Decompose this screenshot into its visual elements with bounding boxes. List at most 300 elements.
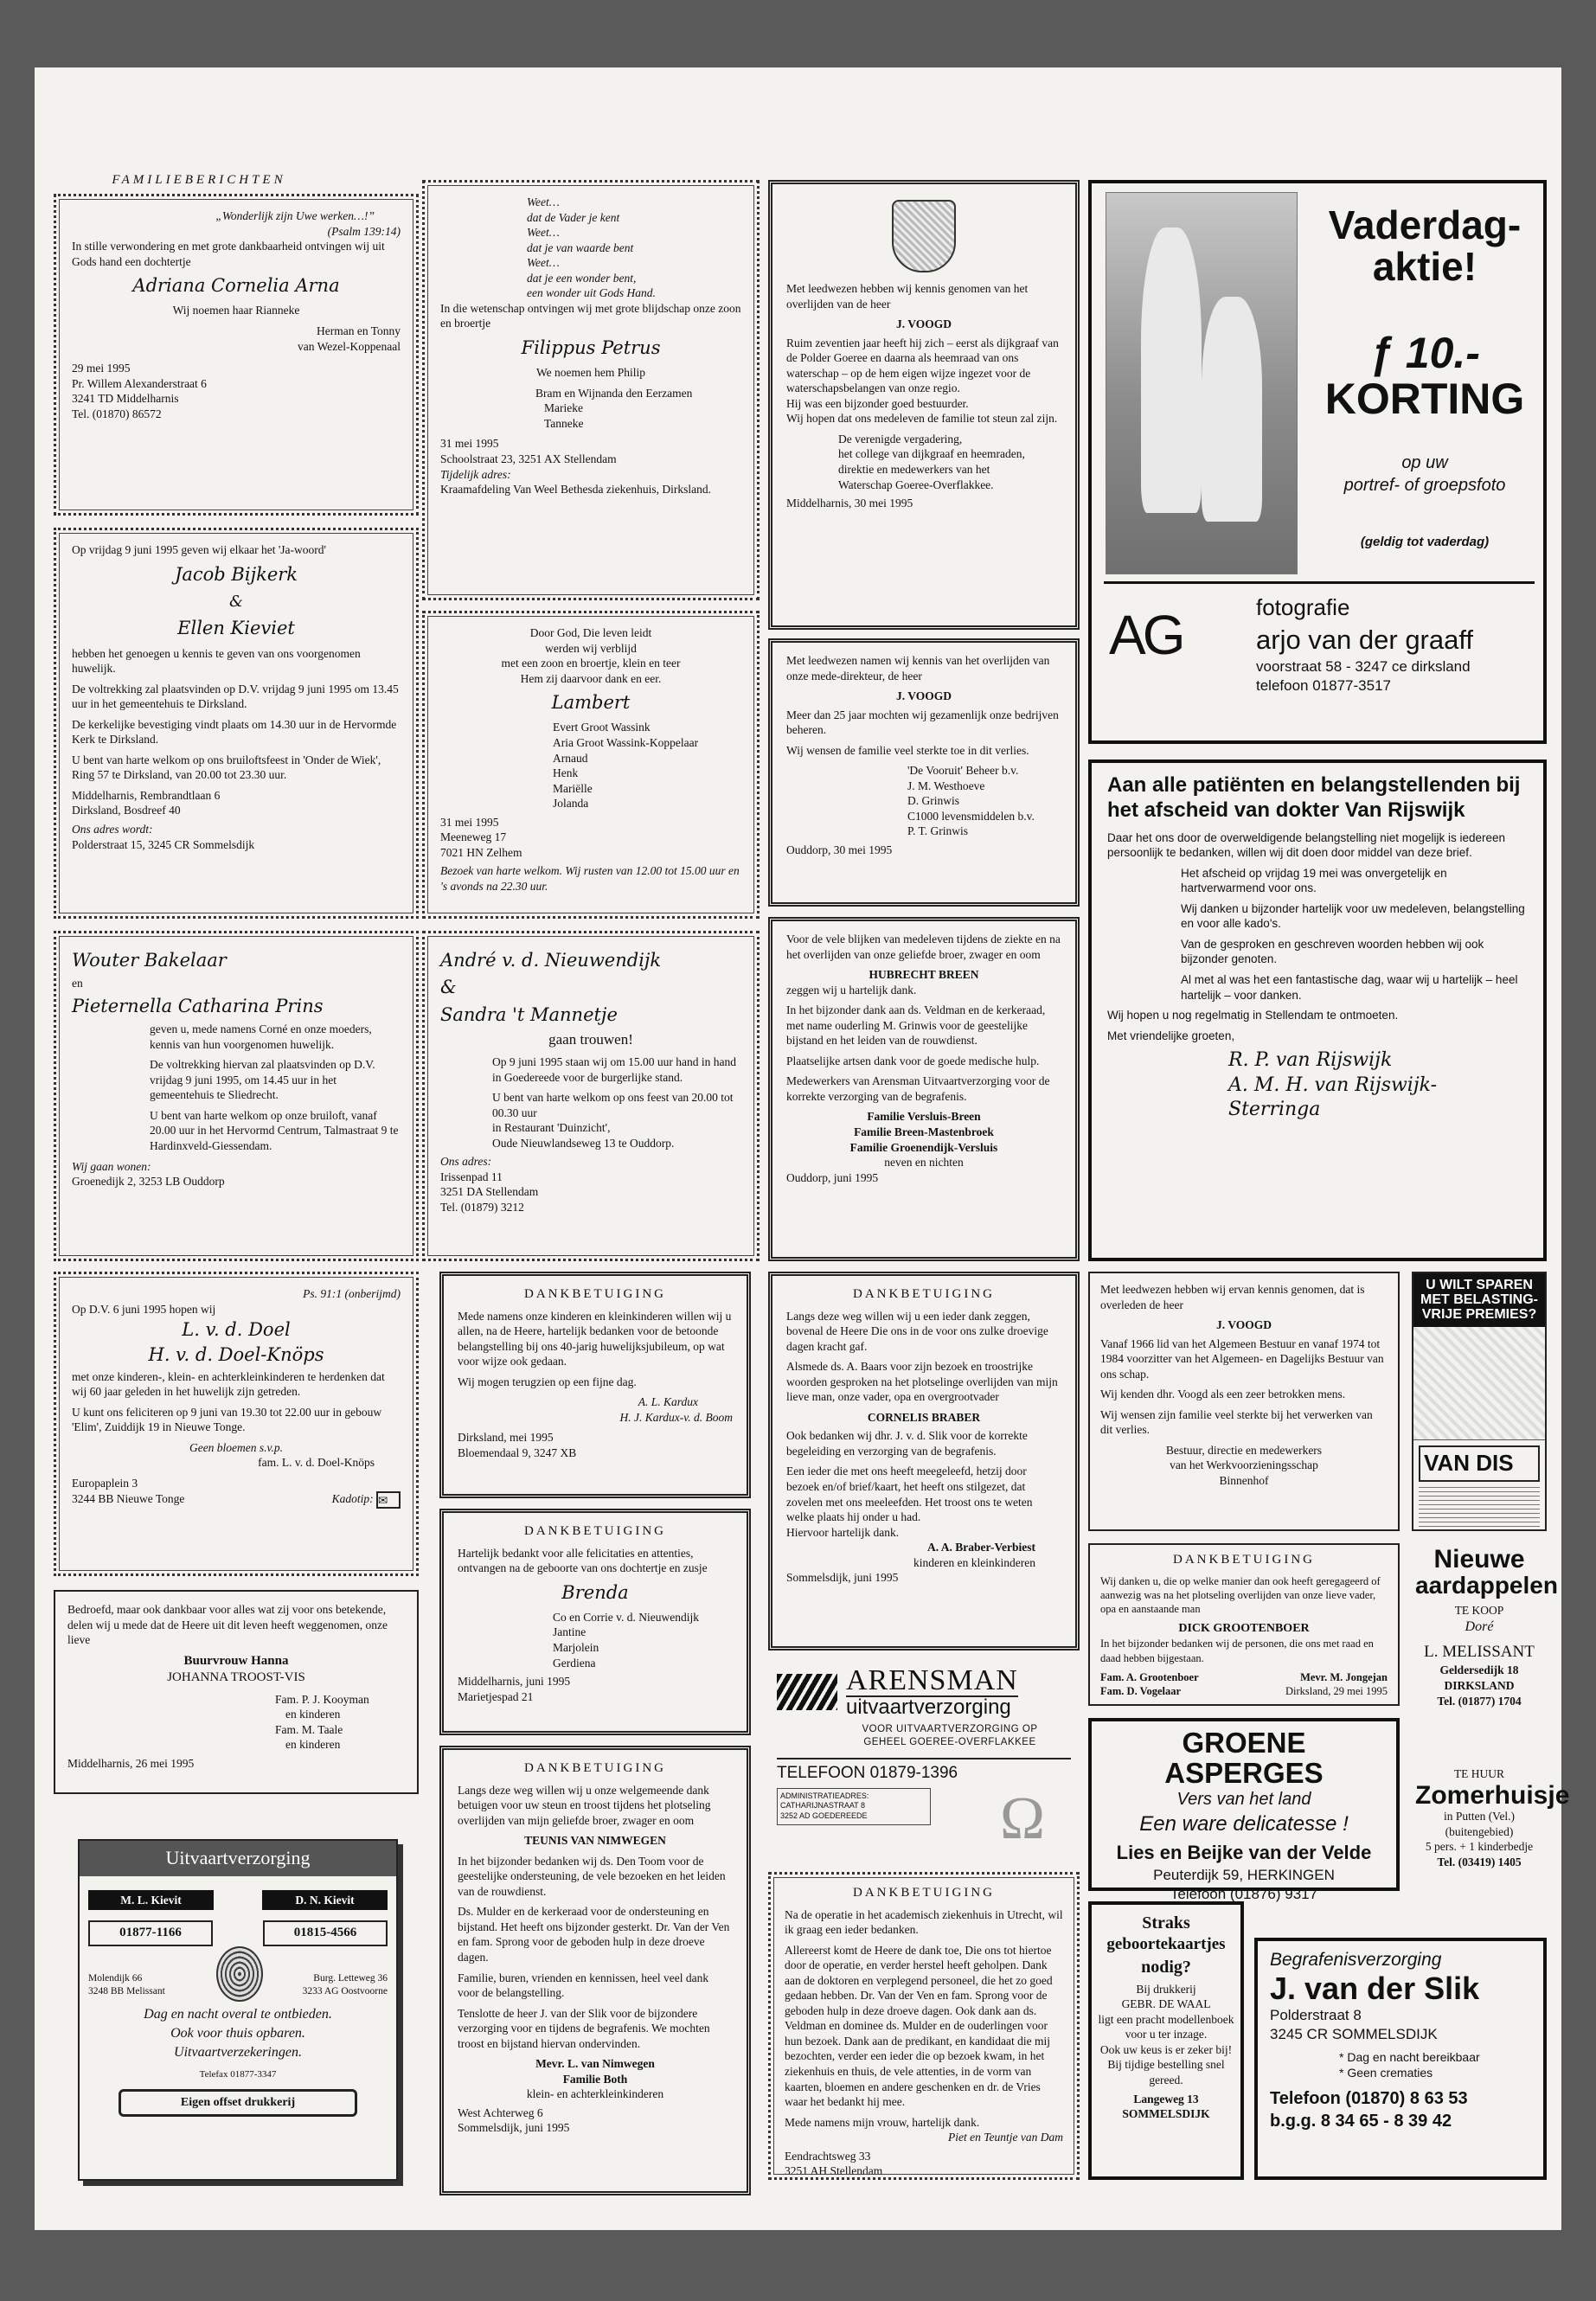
text-line: hebben het genoegen u kennis te geven van ons voorgenomen huwelijk. — [72, 646, 361, 676]
text-line: Oude Nieuwlandseweg 13 te Ouddorp. — [492, 1136, 675, 1150]
intro-line: met een zoon en broertje, klein en teer — [501, 657, 681, 670]
newspaper-page — [35, 67, 1570, 2230]
ad-groene-asperges — [1088, 1718, 1400, 1903]
place-date: Ouddorp, juni 1995 — [786, 1170, 879, 1184]
sig-line: Familie Breen-Mastenbroek — [854, 1125, 994, 1139]
brand-name: arjo van der graaff — [1256, 624, 1474, 655]
text-line: U kunt ons feliciteren op 9 juni van 19.30 tot 22.00 uur in gebouw 'Elim', Zuiddijk 19 in Nieuwe Tonge. — [72, 1405, 382, 1434]
headline-line: nodig? — [1141, 1957, 1191, 1977]
text: Hartelijk bedankt voor alle felicitaties en attenties, ontvangen na de geboorte van ons dochtertje en zusje — [458, 1546, 708, 1575]
addr-line: 3241 TD Middelharnis — [72, 392, 179, 406]
anniversary-notice-doel — [54, 1272, 419, 1576]
sig-line: Waterschap Goeree-Overflakkee. — [838, 478, 994, 491]
sig-line: H. J. Kardux-v. d. Boom — [619, 1410, 733, 1424]
sig-line: Mevr. M. Jongejan — [1300, 1670, 1388, 1683]
alt-phone: b.g.g. 8 34 65 - 8 39 42 — [1270, 2112, 1452, 2131]
sig-line: direktie en medewerkers van het — [838, 463, 990, 477]
for-sale: TE KOOP — [1454, 1604, 1504, 1618]
text: Het afscheid op vrijdag 19 mei was onvergetelijk en hartverwarmend voor ons. — [1181, 866, 1447, 895]
sig-line: en kinderen — [285, 1738, 341, 1752]
brand-name: J. van der Slik — [1270, 1971, 1480, 2007]
text: Hiervoor hartelijk dank. — [786, 1525, 900, 1539]
parent-line: Jolanda — [553, 797, 589, 811]
psalm-ref: (Psalm 139:14) — [327, 224, 401, 238]
text: Mede namens mijn vrouw, hartelijk dank. — [785, 2115, 980, 2129]
bullet: * Geen crematies — [1339, 2066, 1433, 2080]
signature: R. P. van Rijswijk — [1228, 1049, 1393, 1072]
parents — [72, 324, 401, 354]
text: Wij kenden dhr. Voogd als een zeer betrokken mens. — [1100, 1388, 1346, 1401]
text-line: met onze kinderen-, klein- en achterkleinkinderen te herdenken dat wij 60 jaar geleden in het huwelijk zijn getreden. — [72, 1369, 385, 1399]
addr-line: Pr. Willem Alexanderstraat 6 — [72, 376, 207, 390]
parent-line: Arnaud — [553, 751, 588, 765]
deceased-name: J. VOOGD — [896, 317, 952, 331]
sig-line: Jantine — [553, 1625, 586, 1639]
city: SOMMELSDIJK — [1122, 2107, 1210, 2121]
text: Wij hopen u nog regelmatig in Stellendam te ontmoeten. — [1107, 1009, 1399, 1022]
tagline: GEHEEL GOEREE-OVERFLAKKEE — [863, 1736, 1036, 1747]
addr-line: CATHARIJNASTRAAT 8 — [780, 1801, 866, 1811]
sig-line: kinderen en kleinkinderen — [913, 1555, 1035, 1569]
text: Plaatselijke artsen dank voor de goede medische hulp. — [786, 1054, 1040, 1067]
thanks-van-nimwegen — [439, 1746, 751, 2195]
discount-label: KORTING — [1324, 374, 1525, 423]
sig-line: Bestuur, directie en medewerkers — [1165, 1443, 1323, 1457]
text: Wij mogen terugzien op een fijne dag. — [458, 1375, 637, 1388]
sig-line: van het Werkvoorzieningsschap — [1170, 1458, 1318, 1472]
addr-line: 31 mei 1995 — [440, 815, 499, 829]
text-line: (buitengebied) — [1445, 1824, 1514, 1838]
temp-addr-label: Tijdelijk adres: — [440, 467, 511, 481]
addr-line: Molendijk 66 — [88, 1972, 143, 1984]
slogan-line: Uitvaartverzekeringen. — [174, 2045, 302, 2061]
addr-line: 3233 AG Oostvoorne — [302, 1985, 388, 1997]
ad-title: DANKBETUIGING — [524, 1287, 666, 1301]
sig-line: Fam. M. Taale — [275, 1722, 343, 1736]
kado-label: Kadotip: — [331, 1491, 374, 1505]
text: Met vriendelijke groeten, — [1107, 1029, 1235, 1042]
text: Tenslotte de heer J. van der Slik voor de bijzondere verzorging voor en tijdens de begrafenis. We mochten troost en bijstand hiervan ondervinden. — [458, 2006, 710, 2050]
address: Polderstraat 8 — [1270, 2006, 1362, 2023]
text: Ruim zeventien jaar heeft hij zich – eerst als dijkgraaf van de Polder Goeree en daarna als heemraad van ons waterschap – op de hem eigen wijze ingezet voor de waterschapsbelangen van onze regio. — [786, 336, 1059, 395]
deceased-name: DICK GROOTENBOER — [1178, 1622, 1310, 1636]
deceased-name: HUBRECHT BREEN — [869, 968, 979, 982]
addr-line: 7021 HN Zelhem — [440, 845, 522, 859]
place-date: Middelharnis, 26 mei 1995 — [67, 1756, 195, 1770]
sig-line: 'De Vooruit' Beheer b.v. — [907, 764, 1019, 778]
child-figure — [1202, 297, 1262, 522]
child-name: Lambert — [551, 692, 631, 714]
intro-line: Hem zij daarvoor dank en eer. — [520, 671, 662, 685]
sig-line: Binnenhof — [1219, 1474, 1269, 1488]
bride-name: Pieternella Catharina Prins — [72, 995, 324, 1016]
full-name: JOHANNA TROOST-VIS — [167, 1670, 305, 1685]
ad-zomerhuisje — [1412, 1763, 1570, 1927]
deceased-name: TEUNIS VAN NIMWEGEN — [524, 1834, 666, 1848]
ad-title: DANKBETUIGING — [1173, 1553, 1315, 1567]
kado-tip — [332, 1491, 401, 1509]
birth-notice-lambert — [422, 611, 760, 919]
address — [72, 361, 401, 421]
text: Wij wensen de familie veel sterkte toe in dit verlies. — [786, 743, 1029, 757]
validity-note: (geldig tot vaderdag) — [1360, 535, 1490, 549]
emblem-icon — [216, 1946, 263, 2002]
family: fam. L. v. d. Doel-Knöps — [258, 1456, 375, 1470]
text: Met leedwezen hebben wij kennis genomen van het overlijden van de heer — [786, 282, 1029, 311]
shop-name: Lies en Beijke van der Velde — [1116, 1842, 1372, 1864]
text: Medewerkers van Arensman Uitvaartverzorging voor de korrekte verzorging van de begrafenis. — [786, 1074, 1050, 1103]
sig-line: D. Grinwis — [907, 794, 959, 808]
slogan-line: Ook voor thuis opbaren. — [170, 2025, 305, 2041]
bride-name: Sandra 't Mannetje — [440, 1003, 618, 1025]
poem-line: dat je een wonder bent, — [527, 271, 637, 285]
future-address-label: Ons adres: — [440, 1155, 492, 1169]
intro-line: Door God, Die leven leidt — [529, 626, 652, 639]
text-line: De kerkelijke bevestiging vindt plaats om 14.30 uur in de Hervormde Kerk te Dirksland. — [72, 717, 397, 747]
slogan-line: Dag en nacht overal te ontbieden. — [144, 2006, 332, 2022]
call-name: We noemen hem Philip — [535, 366, 645, 380]
obituary-voogd-binnenhof — [1088, 1272, 1400, 1531]
ampersand: & — [440, 977, 457, 998]
text: Wij danken u, die op welke manier dan ook heeft geregageerd of aanwezig was na het plotseling overlijden van onze lieve vader, opa en aanstaande man — [1100, 1574, 1381, 1615]
ad-title: Zomerhuisje — [1415, 1780, 1570, 1810]
signature: A. M. H. van Rijswijk-Sterringa — [1228, 1074, 1438, 1121]
call-name: Wij noemen haar Rianneke — [172, 304, 300, 317]
crest-icon — [892, 200, 956, 272]
seller-name: L. MELISSANT — [1424, 1642, 1535, 1661]
phone: Telefoon (01870) 8 63 53 — [1270, 2089, 1468, 2109]
sig-line: Gerdiena — [553, 1656, 596, 1670]
child-name: Brenda — [561, 1581, 629, 1603]
sig-line: De verenigde vergadering, — [838, 432, 963, 445]
text: Een ieder die met ons heeft meegeleefd, hetzij door bezoek en/of brief/kaart, het heeft ons stilgezet, dat zovelen met ons meeleefden. Het troost ons te weten welke plaats hij onder u had. — [786, 1465, 1033, 1524]
text-line: Middelharnis, Rembrandtlaan 6 — [72, 788, 221, 802]
sig-line: en kinderen — [285, 1708, 341, 1721]
wedding-notice-nieuwendijk — [422, 931, 760, 1261]
parent-line: Tanneke — [544, 416, 584, 430]
omega-icon: Ω — [999, 1785, 1045, 1852]
ad-kievit-funeral — [78, 1839, 398, 2181]
psalm-quote: „Wonderlijk zijn Uwe werken…!” — [215, 209, 375, 222]
text: Met leedwezen hebben wij ervan kennis genomen, dat is overleden de heer — [1100, 1283, 1365, 1311]
phone: telefoon 01877-3517 — [1256, 677, 1391, 695]
thanks-grootenboer — [1088, 1543, 1400, 1706]
sig-line: klein- en achterkleinkinderen — [526, 2087, 664, 2101]
headline-line: geboortekaartjes — [1106, 1935, 1226, 1953]
name-box: M. L. Kievit — [88, 1890, 214, 1911]
text: zeggen wij u hartelijk dank. — [786, 983, 917, 997]
brand-line: fotografie — [1256, 594, 1350, 620]
deceased-name: J. VOOGD — [1216, 1318, 1272, 1332]
phone: Tel. (01877) 1704 — [1437, 1694, 1522, 1708]
headline-line: aktie! — [1372, 244, 1477, 290]
addr-line: Tel. (01870) 86572 — [72, 407, 162, 420]
text: In het bijzonder bedanken wij ds. Den Toom voor de geestelijke ondersteuning, de vele bezoeken en het leiden van de rouwdienst. — [458, 1854, 726, 1898]
name: Buurvrouw Hanna — [183, 1653, 289, 1668]
sig-line: Mevr. L. van Nimwegen — [535, 2057, 655, 2071]
ad-title: DANKBETUIGING — [853, 1886, 995, 1900]
obituary-voogd-waterschap — [768, 180, 1080, 630]
phone: TELEFOON 01879-1396 — [777, 1758, 1071, 1785]
ad-title: DANKBETUIGING — [853, 1287, 995, 1301]
text: Bedroefd, maar ook dankbaar voor alles wat zij voor ons betekende, delen wij u mede dat de Heere uit dit leven heeft weggenomen, onze lieve — [67, 1603, 388, 1647]
parent-line: Evert Groot Wassink — [553, 721, 651, 734]
text: Van de gesproken en geschreven woorden hebben wij ook bijzonder genoten. — [1181, 937, 1484, 966]
name-box: D. N. Kievit — [262, 1890, 388, 1911]
intro: Op vrijdag 9 juni 1995 geven wij elkaar het 'Ja-woord' — [72, 543, 326, 556]
sig-line: Fam. A. Grootenboer — [1100, 1670, 1199, 1683]
notice-text: In stille verwondering en met grote dankbaarheid ontvingen wij uit Gods hand een dochtertje — [72, 240, 385, 268]
text: Langs deze weg willen wij u onze welgemeende dank betuigen voor uw steun en troost tijdens het plotseling overlijden van mijn geliefde broer, zwager en oom — [458, 1783, 711, 1827]
headline-line: Straks — [1142, 1913, 1190, 1932]
obituary-troost-vis — [54, 1590, 419, 1794]
text-line: U bent van harte welkom op ons feest van 20.00 tot 00.30 uur — [492, 1091, 734, 1119]
text: Mede namens onze kinderen en kleinkinderen willen wij u allen, na de Heere, hartelijk bedanken voor de betoonde belangstelling bij ons 40-jarig huwelijksjubileum, op wat voor wijze ook gedaan. — [458, 1309, 732, 1368]
variety: Doré — [1465, 1618, 1494, 1634]
text: Na de operatie in het academisch ziekenhuis in Utrecht, wil ik graag een ieder bedanken. — [785, 1907, 1063, 1937]
cartoon-image — [1413, 1327, 1545, 1440]
thanks-kardux — [439, 1272, 751, 1498]
brand-name: ARENSMAN — [846, 1664, 1018, 1696]
text: Ook bedanken wij dhr. J. v. d. Slik voor de korrekte begeleiding en verzorging van de begrafenis. — [786, 1429, 1028, 1458]
addr-line: 29 mei 1995 — [72, 362, 131, 375]
text-line: Bij drukkerij — [1136, 1982, 1196, 1996]
addr-line: Meeneweg 17 — [440, 830, 507, 844]
poem-line: Weet… — [527, 256, 560, 270]
text-line: ligt een pracht modellenboek voor u ter inzage. — [1098, 2012, 1234, 2041]
temp-addr: Kraamafdeling Van Weel Bethesda ziekenhuis, Dirksland. — [440, 483, 711, 497]
brand-name: VAN DIS — [1419, 1445, 1540, 1482]
ad-title: DANKBETUIGING — [524, 1761, 666, 1775]
birth-notice-adriana — [54, 194, 419, 516]
sig-line: A. A. Braber-Verbiest — [927, 1541, 1035, 1554]
addr-line: 31 mei 1995 — [440, 437, 499, 451]
text-line: geven u, mede namens Corné en onze moeders, kennis van hun voorgenomen huwelijk. — [150, 1022, 372, 1051]
addr-line: West Achterweg 6 — [458, 2106, 543, 2119]
city: DIRKSLAND — [1444, 1678, 1515, 1692]
addr-line: Eendrachtsweg 33 — [785, 2149, 871, 2163]
parent-line: Marieke — [544, 401, 583, 415]
addr-line: Schoolstraat 23, 3251 AX Stellendam — [440, 452, 617, 465]
psalm-ref: Ps. 91:1 (onberijmd) — [303, 1287, 401, 1300]
parent-line: Herman en Tonny — [316, 324, 401, 338]
place-date: Sommelsdijk, juni 1995 — [786, 1571, 899, 1585]
husband-name: L. v. d. Doel — [182, 1319, 291, 1341]
poem-line: een wonder uit Gods Hand. — [527, 286, 656, 300]
fax: Telefax 01877-3347 — [199, 2068, 277, 2080]
future-address-label: Ons adres wordt: — [72, 823, 153, 836]
flowers-note: Geen bloemen s.v.p. — [189, 1440, 284, 1454]
addr-line: Sommelsdijk, juni 1995 — [458, 2121, 570, 2135]
ad-de-waal-printing — [1088, 1901, 1244, 2180]
text: Daar het ons door de overweldigende belangstelling niet mogelijk is iedereen persoonlijk te bedanken, willen wij dit doen door middel van deze brief. — [1107, 830, 1506, 860]
sig-line: het college van dijkgraaf en heemraden, — [838, 447, 1025, 461]
phone: Telefoon (01876) 9317 — [1170, 1886, 1318, 1903]
parent-line: van Wezel-Koppenaal — [298, 339, 401, 353]
place-date: Middelharnis, 30 mei 1995 — [786, 497, 913, 510]
phone-box: 01877-1166 — [88, 1920, 213, 1946]
child-figure — [1141, 228, 1202, 513]
addr-line: 3251 AH Stellendam — [785, 2164, 883, 2178]
ad-arensman — [768, 1661, 1080, 1862]
addr-line: Irissenpad 11 — [440, 1170, 503, 1183]
text-line: in Restaurant 'Duinzicht', — [492, 1121, 611, 1135]
text: Wij wensen zijn familie veel sterkte bij het verwerken van dit verlies. — [1100, 1407, 1373, 1437]
groom-name: Jacob Bijkerk — [174, 563, 298, 585]
phone-box: 01815-4566 — [263, 1920, 388, 1946]
tagline: Vers van het land — [1176, 1790, 1311, 1810]
parent-line: Mariëlle — [553, 781, 593, 795]
text: Wij danken u bijzonder hartelijk voor uw medeleven, belangstelling en voor alle kado's. — [1181, 901, 1525, 931]
sig-line: neven en nichten — [884, 1156, 964, 1170]
headline: gaan trouwen! — [548, 1030, 633, 1048]
print-banner: Eigen offset drukkerij — [119, 2089, 357, 2117]
sig-line: Marjolein — [553, 1640, 599, 1654]
visit-note: Bezoek van harte welkom. Wij rusten van 12.00 tot 15.00 uur en 's avonds na 22.30 uur. — [440, 864, 740, 893]
text: In het bijzonder dank aan ds. Veldman en de kerkeraad, met name ouderling M. Grinwis voor de geestelijke bijstand en het leiden van de rouwdienst. — [786, 1003, 1046, 1048]
deceased-name: CORNELIS BRABER — [867, 1410, 981, 1424]
groom-name: Wouter Bakelaar — [72, 950, 227, 971]
birth-notice-filippus — [422, 180, 760, 600]
sig-line: A. L. Kardux — [638, 1395, 698, 1409]
headline-line: U WILT SPAREN — [1426, 1278, 1533, 1292]
addr-line: Marietjespad 21 — [458, 1689, 534, 1703]
headline-line: Vaderdag- — [1328, 202, 1522, 247]
child-name: Adriana Cornelia Arna — [132, 275, 340, 297]
text: In het bijzonder bedanken wij de personen, die ons met raad en daad hebben bijgestaan. — [1100, 1638, 1374, 1664]
parent-line: Aria Groot Wassink-Koppelaar — [553, 736, 699, 750]
sig-line: Co en Corrie v. d. Nieuwendijk — [553, 1610, 699, 1624]
fine-print — [1419, 1487, 1540, 1530]
poem-line: dat de Vader je kent — [527, 210, 620, 224]
text-line: U bent van harte welkom op onze bruiloft, vanaf 20.00 uur in het Hervormd Centrum, Talmastraat 9 te Hardinxveld-Giessendam. — [150, 1108, 399, 1152]
thanks-van-dam — [768, 1872, 1080, 2180]
text-line: Op 9 juni 1995 staan wij om 15.00 uur hand in hand in Goedereede voor de burgerlijke stand. — [492, 1054, 736, 1084]
poem-line: Weet… — [527, 226, 560, 240]
for-rent: TE HUUR — [1453, 1767, 1505, 1780]
text-line: GEBR. DE WAAL — [1121, 1997, 1211, 2011]
sig-line: C1000 levensmiddelen b.v. — [907, 809, 1035, 823]
addr-text: 3244 BB Nieuwe Tonge — [72, 1491, 185, 1505]
poem-line: dat je van waarde bent — [527, 240, 634, 254]
ad-title: GROENE ASPERGES — [1164, 1727, 1324, 1789]
phone: Tel. (03419) 1405 — [1437, 1855, 1522, 1868]
ag-logo: AG — [1109, 604, 1183, 666]
section-header: FAMILIEBERICHTEN — [112, 173, 286, 187]
signature: Piet en Teuntje van Dam — [948, 2131, 1063, 2144]
poem-line: Weet… — [527, 195, 560, 208]
wedding-notice-bakelaar — [54, 931, 419, 1261]
text: Alsmede ds. A. Baars voor zijn bezoek en troostrijke woorden gesproken na het plotselinge overlijden van mijn lieve man, onze vader, opa en overgrootvader — [786, 1360, 1058, 1404]
text: Al met al was het een fantastische dag, waar wij u hartelijk – heel hartelijk – voor danken. — [1181, 972, 1518, 1002]
parent-line: Bram en Wijnanda den Eerzamen — [535, 386, 693, 400]
groom-name: André v. d. Nieuwendijk — [440, 950, 662, 971]
thanks-breen — [768, 917, 1080, 1261]
sig-line: J. M. Westhoeve — [907, 779, 985, 792]
text-line: U bent van harte welkom op ons bruiloftsfeest in 'Onder de Wiek', Ring 57 te Dirksland, van 20.00 tot 23.30 uur. — [72, 753, 381, 782]
ad-title: Aan alle patiënten en belangstellenden bij het afscheid van dokter Van Rijswijk — [1107, 773, 1521, 822]
arensman-logo-icon — [777, 1674, 837, 1710]
obituary-voogd-vooruit — [768, 638, 1080, 907]
addr-line — [72, 1491, 401, 1509]
sig-line: Familie Groenendijk-Versluis — [849, 1140, 998, 1154]
conjunction: en — [72, 977, 83, 990]
ad-melissant-potatoes — [1412, 1543, 1558, 1754]
wife-name: H. v. d. Doel-Knöps — [148, 1344, 324, 1366]
place-date: Ouddorp, 30 mei 1995 — [786, 843, 893, 857]
parent-line: Henk — [553, 766, 579, 780]
headline-line: MET BELASTING- — [1420, 1292, 1538, 1307]
text-line: Dirksland, Bosdreef 40 — [72, 804, 181, 817]
ad-title: DANKBETUIGING — [524, 1524, 666, 1538]
addr-line: 3251 DA Stellendam — [440, 1185, 539, 1199]
headline-line: aardappelen — [1415, 1572, 1558, 1599]
address: voorstraat 58 - 3247 ce dirksland — [1256, 658, 1471, 676]
text-line: Ook uw keus is er zeker bij! — [1099, 2042, 1233, 2056]
envelope-icon: ✉ — [376, 1491, 401, 1509]
thanks-braber — [768, 1272, 1080, 1650]
text: Meer dan 25 jaar mochten wij gezamenlijk onze bedrijven beheren. — [786, 708, 1059, 737]
future-address: Groenedijk 2, 3253 LB Ouddorp — [72, 1175, 225, 1189]
text-line: De voltrekking zal plaatsvinden op D.V. vrijdag 9 juni 1995 om 13.45 uur in het gemeentehuis te Dirksland. — [72, 682, 399, 711]
text: Wij hopen dat ons medeleven de familie tot steun zal zijn. — [786, 412, 1058, 426]
headline-line: Nieuwe — [1433, 1545, 1525, 1574]
text: Met leedwezen namen wij kennis van het overlijden van onze mede-direkteur, de heer — [786, 654, 1050, 683]
city: 3245 CR SOMMELSDIJK — [1270, 2025, 1438, 2042]
addr-line: Tel. (01879) 3212 — [440, 1200, 524, 1214]
ad-vaderdag — [1088, 180, 1547, 744]
sub-line: op uw — [1401, 453, 1448, 472]
intro: Op D.V. 6 juni 1995 hopen wij — [72, 1302, 216, 1316]
bullet: * Dag en nacht bereikbaar — [1339, 2050, 1480, 2065]
addr-line: ADMINISTRATIEADRES: — [780, 1791, 869, 1800]
text: Langs deze weg willen wij u een ieder dank zeggen, bovenal de Heere Die ons in de voor ons zulke droevige dagen kracht gaf. — [786, 1309, 1048, 1353]
text: Familie, buren, vrienden en kennissen, heel veel dank voor de belangstelling. — [458, 1971, 709, 2000]
intro-line: werden wij verblijd — [545, 641, 637, 655]
address: Peuterdijk 59, HERKINGEN — [1153, 1867, 1335, 1884]
ad-van-der-slik — [1254, 1938, 1547, 2180]
addr-line: Europaplein 3 — [72, 1476, 138, 1490]
ampersand: & — [228, 592, 244, 611]
brand-line: Begrafenisverzorging — [1270, 1950, 1442, 1970]
discount-amount: ƒ 10.- — [1369, 329, 1480, 377]
sig-line: Fam. P. J. Kooyman — [275, 1692, 369, 1706]
place-date: Dirksland, 29 mei 1995 — [1285, 1685, 1388, 1698]
future-address-label: Wij gaan wonen: — [72, 1159, 151, 1173]
wedding-notice-bijkerk — [54, 528, 419, 919]
sig-line: Familie Both — [562, 2072, 628, 2086]
text-line: in Putten (Vel.) — [1443, 1810, 1516, 1823]
text-line: De voltrekking hiervan zal plaatsvinden op D.V. vrijdag 9 juni 1995, om 14.45 uur in het gemeentehuis te Sliedrecht. — [150, 1058, 375, 1102]
ad-rijswijk-farewell — [1088, 760, 1547, 1261]
addr-line: Middelharnis, juni 1995 — [458, 1675, 571, 1689]
headline-line: VRIJE PREMIES? — [1421, 1306, 1537, 1322]
brand-sub: uitvaartverzorging — [846, 1695, 1018, 1718]
text: In die wetenschap ontvingen wij met grote blijdschap onze zoon en broertje — [440, 301, 741, 330]
address: Geldersedijk 18 — [1439, 1663, 1519, 1677]
sig-line: Familie Versluis-Breen — [867, 1110, 981, 1124]
text: Voor de vele blijken van medeleven tijdens de ziekte en na het overlijden van onze geliefde broer, zwager en oom — [786, 933, 1061, 961]
addr-line: Bloemendaal 9, 3247 XB — [458, 1445, 577, 1459]
tagline: Een ware delicatesse ! — [1139, 1812, 1349, 1836]
sig-line: P. T. Grinwis — [907, 824, 969, 838]
sub-line: portref- of groepsfoto — [1343, 476, 1506, 495]
text-line: 5 pers. + 1 kinderbedje — [1425, 1840, 1534, 1854]
ad-title: Uitvaartverzorging — [80, 1841, 396, 1876]
addr-line: Burg. Letteweg 36 — [313, 1972, 388, 1984]
future-address: Polderstraat 15, 3245 CR Sommelsdijk — [72, 837, 255, 851]
addr-line: Dirksland, mei 1995 — [458, 1431, 554, 1445]
